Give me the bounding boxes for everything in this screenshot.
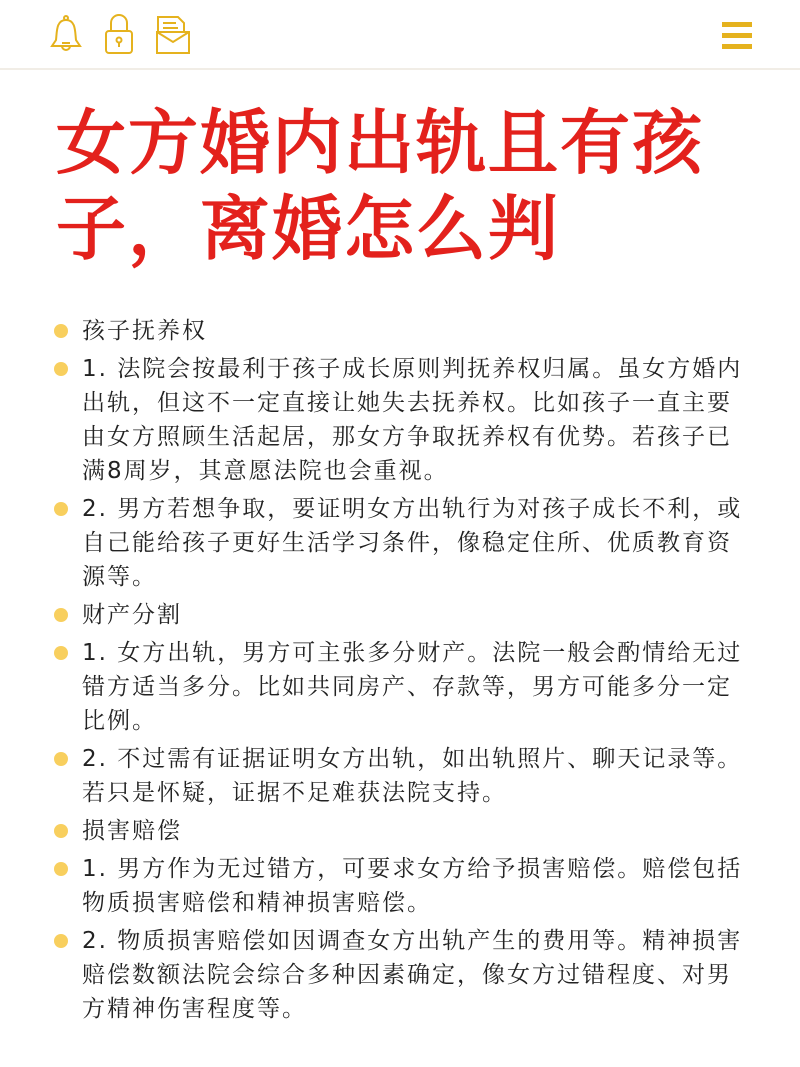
bell-icon[interactable] bbox=[48, 14, 84, 56]
list-item bbox=[54, 492, 744, 594]
item-text: 1. 女方出轨，男方可主张多分财产。法院一般会酌情给无过错方适当多分。比如共同房产、存款等，男方可能多分一定比例。 bbox=[82, 640, 743, 734]
bullet-icon bbox=[54, 502, 68, 516]
hamburger-menu-icon[interactable] bbox=[722, 22, 752, 55]
bullet-icon bbox=[54, 824, 68, 838]
bullet-icon bbox=[54, 862, 68, 876]
list-item bbox=[54, 636, 744, 738]
item-text: 1. 法院会按最利于孩子成长原则判抚养权归属。虽女方婚内出轨，但这不一定直接让她失去抚养权。比如孩子一直主要由女方照顾生活起居，那女方争取抚养权有优势。若孩子已满8周岁，其意愿法院也会重视。 bbox=[82, 356, 743, 484]
list-item bbox=[54, 852, 744, 920]
bullet-icon bbox=[54, 752, 68, 766]
bullet-icon bbox=[54, 608, 68, 622]
top-bar bbox=[0, 0, 800, 70]
list-item bbox=[54, 742, 744, 810]
bullet-icon bbox=[54, 324, 68, 338]
content-list bbox=[54, 314, 744, 1030]
item-text: 孩子抚养权 bbox=[82, 318, 207, 344]
bullet-icon bbox=[54, 646, 68, 660]
lock-icon[interactable] bbox=[102, 14, 136, 56]
item-text: 损害赔偿 bbox=[82, 818, 182, 844]
list-item bbox=[54, 352, 744, 488]
item-text: 财产分割 bbox=[82, 602, 182, 628]
mail-icon[interactable] bbox=[154, 14, 192, 56]
item-text: 1. 男方作为无过错方，可要求女方给予损害赔偿。赔偿包括物质损害赔偿和精神损害赔偿。 bbox=[82, 856, 743, 916]
page-title: 女方婚内出轨且有孩子，离婚怎么判 bbox=[56, 102, 704, 270]
bullet-icon bbox=[54, 362, 68, 376]
list-item bbox=[54, 314, 744, 348]
bullet-icon bbox=[54, 934, 68, 948]
list-item bbox=[54, 598, 744, 632]
list-item bbox=[54, 924, 744, 1026]
list-item bbox=[54, 814, 744, 848]
item-text: 2. 物质损害赔偿如因调查女方出轨产生的费用等。精神损害赔偿数额法院会综合多种因素确定，像女方过错程度、对男方精神伤害程度等。 bbox=[82, 928, 743, 1022]
item-text: 2. 男方若想争取，要证明女方出轨行为对孩子成长不利，或自己能给孩子更好生活学习条件，像稳定住所、优质教育资源等。 bbox=[82, 496, 743, 590]
item-text: 2. 不过需有证据证明女方出轨，如出轨照片、聊天记录等。若只是怀疑，证据不足难获法院支持。 bbox=[82, 746, 743, 806]
